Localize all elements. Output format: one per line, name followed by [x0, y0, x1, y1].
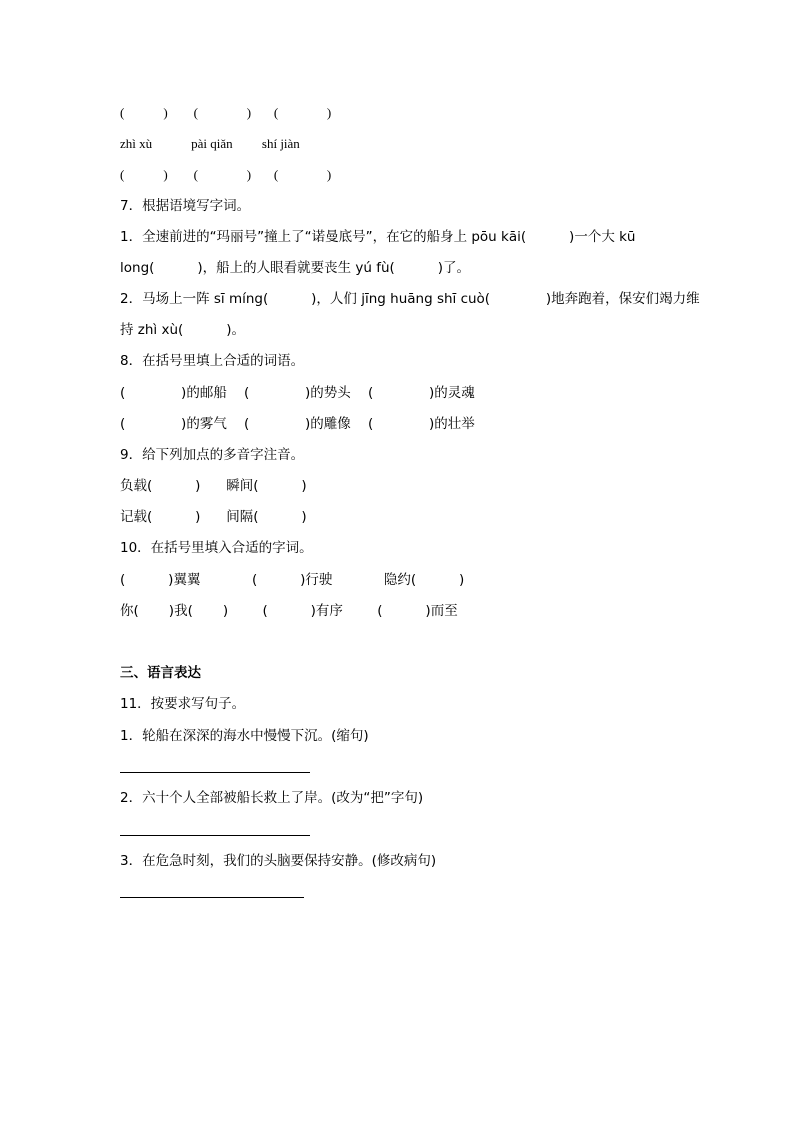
question-7-heading: 7．根据语境写字词。	[120, 198, 251, 214]
question-8-heading: 8．在括号里填上合适的词语。	[120, 353, 305, 369]
question-8-row-1: ( )的邮船 ( )的势头 ( )的灵魂	[120, 385, 475, 401]
answer-line-3	[120, 897, 304, 898]
answer-line-1	[120, 772, 310, 773]
question-9-row-1: 负载( ) 瞬间( )	[120, 478, 307, 494]
question-7-item-2-line-2: 持 zhì xù( )。	[120, 322, 245, 338]
question-10-row-2: 你( )我( ) ( )有序 ( )而至	[120, 603, 458, 619]
pinyin-prompts-row: zhì xù pài qiǎn shí jiàn	[120, 136, 300, 151]
answer-line-2	[120, 835, 310, 836]
question-9-row-2: 记载( ) 间隔( )	[120, 509, 307, 525]
question-9-heading: 9．给下列加点的多音字注音。	[120, 447, 305, 463]
question-11-item-2: 2．六十个人全部被船长救上了岸。(改为“把”字句)	[120, 790, 424, 806]
question-7-item-1-line-2: long( )，船上的人眼看就要丧生 yú fù( )了。	[120, 260, 470, 276]
question-11-item-3: 3．在危急时刻，我们的头脑要保持安静。(修改病句)	[120, 853, 437, 869]
question-7-item-1-line-1: 1．全速前进的“玛丽号”撞上了“诺曼底号”，在它的船身上 pōu kāi( )一个大 kū	[120, 229, 636, 245]
section-3-heading: 三、语言表达	[120, 665, 201, 681]
question-10-heading: 10．在括号里填入合适的字词。	[120, 540, 313, 556]
question-11-item-1: 1．轮船在深深的海水中慢慢下沉。(缩句)	[120, 728, 369, 744]
question-8-row-2: ( )的雾气 ( )的雕像 ( )的壮举	[120, 416, 475, 432]
question-7-item-2-line-1: 2．马场上一阵 sī míng( )，人们 jīng huāng shī cuò( )地奔跑着，保安们竭力维	[120, 291, 700, 307]
question-10-row-1: ( )翼翼 ( )行驶 隐约( )	[120, 572, 465, 588]
question-11-heading: 11．按要求写句子。	[120, 696, 246, 712]
answer-blanks-row-1: ( ) ( ) ( )	[120, 105, 332, 120]
answer-blanks-row-2: ( ) ( ) ( )	[120, 167, 332, 182]
